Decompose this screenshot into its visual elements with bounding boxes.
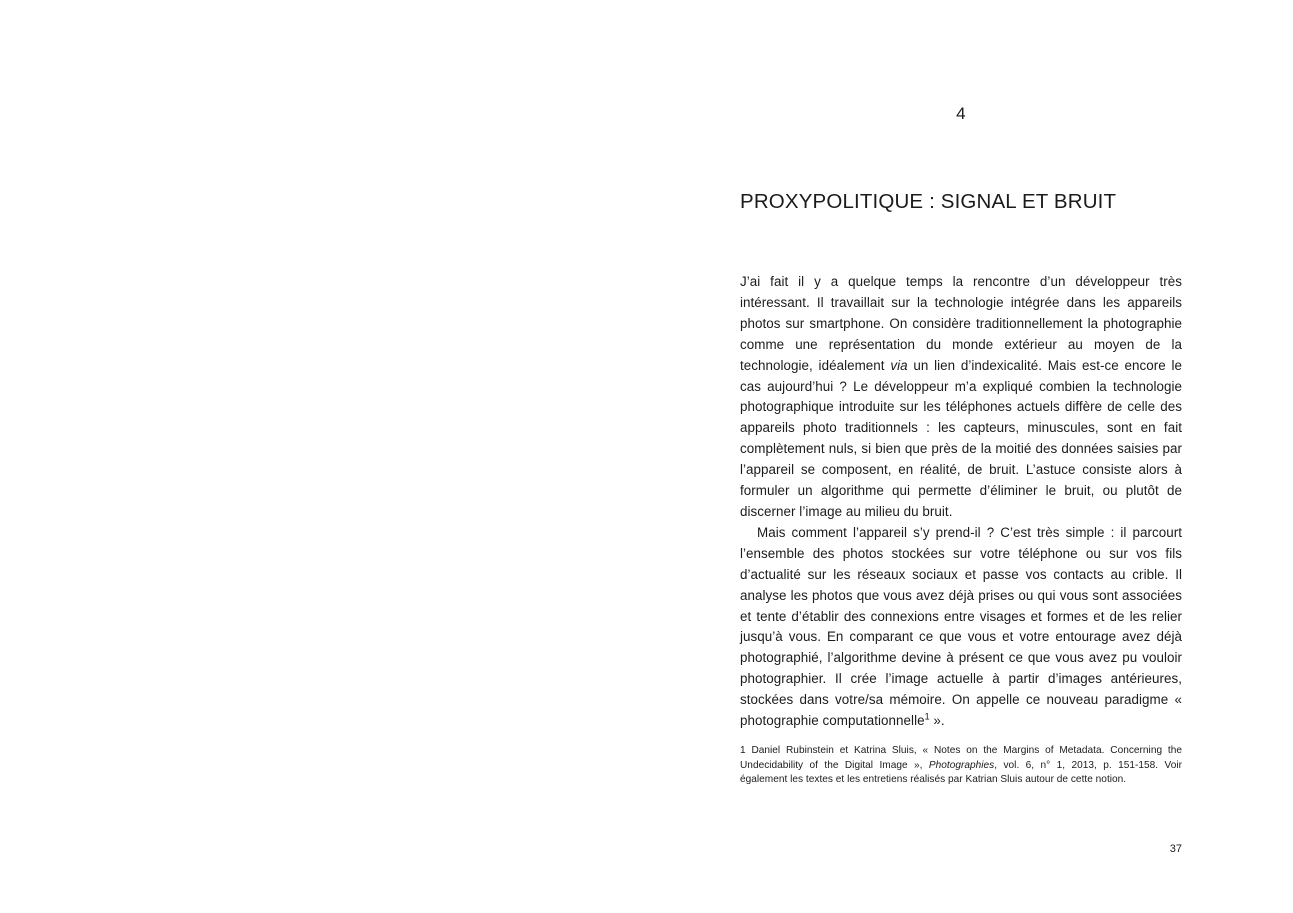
page-number: 37 (1169, 843, 1182, 855)
footnote-block (740, 744, 1182, 788)
body-text (740, 272, 1182, 732)
chapter-number: 4 (956, 104, 966, 123)
chapter-title: PROXYPOLITIQUE : SIGNAL ET BRUIT (740, 189, 1117, 213)
paragraph-2: Mais comment l’appareil s’y prend-il ? C’est très simple : il parcourt l’ensemble des photos stockées sur votre téléphone ou sur vos fils d’actualité sur les réseaux sociaux et passe vos contacts au crible. Il analyse les photos que vous avez déjà prises ou qui vous sont associées et tente d’établir des connexions entre visages et formes et de les relier jusqu’à vous. En comparant ce que vous et votre entourage avez déjà photographié, l’algorithme devine à présent ce que vous avez pu vouloir photographier. Il crée l’image actuelle à partir d’images antérieures, stockées dans votre/sa mémoire. On appelle ce nouveau paradigme « photographie computationnelle$^1$ ». (740, 524, 1182, 729)
paragraph-1: J’ai fait il y a quelque temps la rencontre d’un développeur très intéressant. Il travaillait sur la technologie intégrée dans les appareils photos sur smartphone. On considère traditionnellement la photographie comme une représentation du monde extérieur au moyen de la technologie, idéalement via un lien d’indexicalité. Mais est-ce encore le cas aujourd’hui ? Le développeur m’a expliqué combien la technologie photographique introduite sur les téléphones actuels diffère de celle des appareils photo traditionnels : les capteurs, minuscules, sont en fait complètement nuls, si bien que près de la moitié des données saisies par l’appareil se composent, en réalité, de bruit. L’astuce consiste alors à formuler un algorithme qui permette d’éliminer le bruit, ou plutôt de discerner l’image au milieu du bruit. (740, 274, 1182, 519)
footnote-1: 1 Daniel Rubinstein et Katrina Sluis, « Notes on the Margins of Metadata. Concerning the Undecidability of the Digital Image », Photographies, vol. 6, n° 1, 2013, p. 151-158. Voir également les textes et les entretiens réalisés par Katrian Sluis autour de cette notion. (740, 745, 1182, 786)
